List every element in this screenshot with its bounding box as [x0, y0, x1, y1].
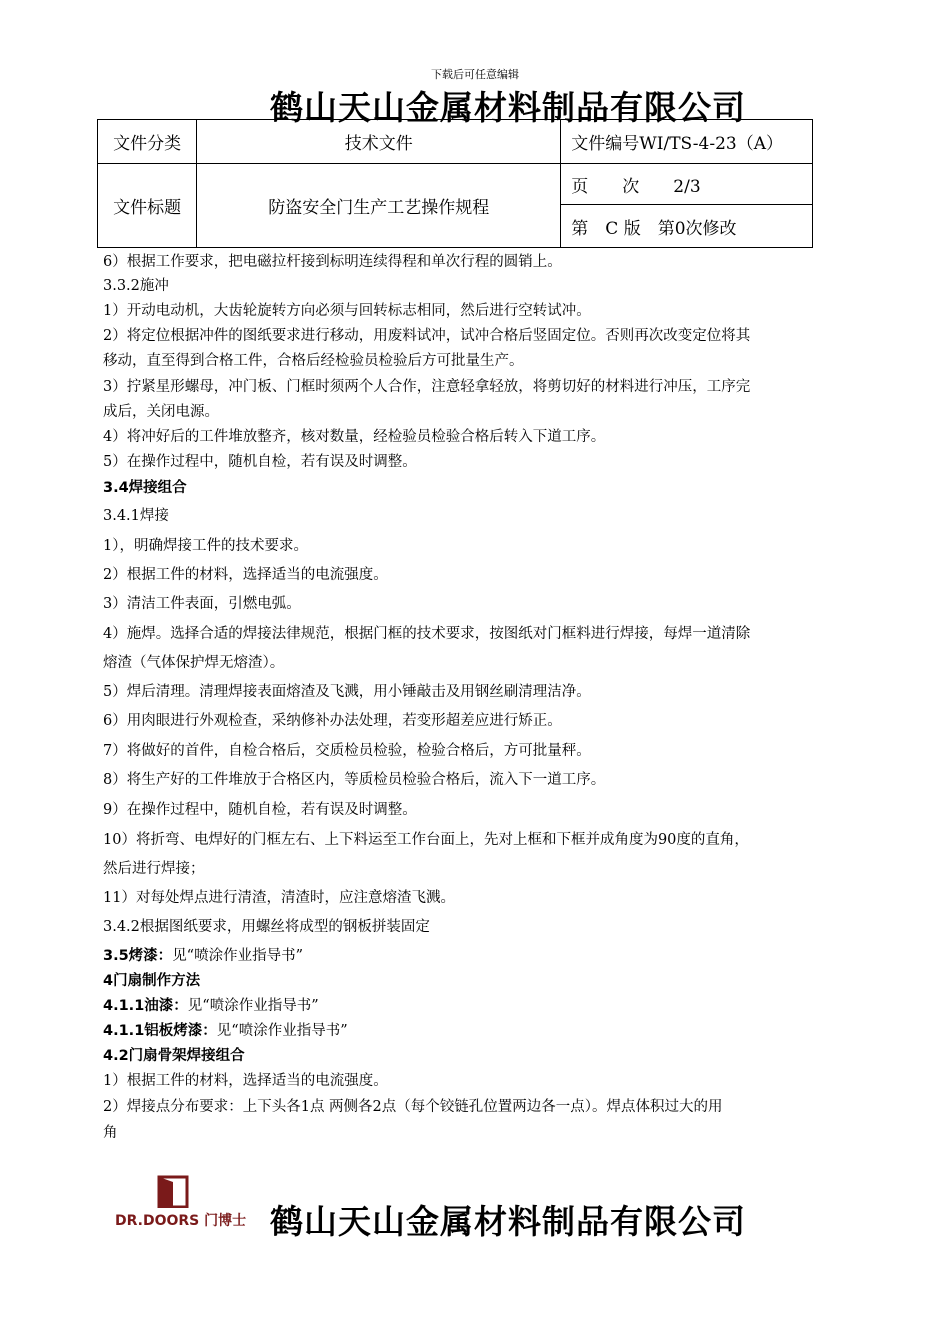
line-text: 熔渣（气体保护焊无熔渣）。	[103, 655, 285, 671]
body-line	[103, 944, 303, 965]
body-line	[103, 739, 591, 760]
line-text: 4.2门扇骨架焊接组合	[103, 1048, 245, 1064]
line-text: 6）用肉眼进行外观检查，采纳修补办法处理，若变形超差应进行矫正。	[103, 713, 562, 729]
body-line	[103, 349, 524, 370]
body-line	[103, 425, 605, 446]
version-info: 第 C 版 第0次修改	[561, 205, 813, 248]
line-text: 4门扇制作方法	[103, 973, 201, 989]
line-text: 见“喷涂作业指导书”	[216, 1023, 348, 1039]
body-line	[103, 1069, 388, 1090]
title-value: 防盗安全门生产工艺操作规程	[197, 164, 561, 248]
line-text: 然后进行焊接；	[103, 861, 205, 877]
door-icon	[155, 1174, 195, 1208]
line-text: 2）焊接点分布要求：上下头各1点 两侧各2点（每个铰链孔位置两边各一点）。焊点体积过大的用	[103, 1099, 723, 1115]
body-line	[103, 400, 219, 421]
body-line	[103, 563, 388, 584]
body-line	[103, 994, 319, 1015]
line-text: 10）将折弯、电焊好的门框左右、上下料运至工作台面上，先对上框和下框并成角度为90度的直角，	[103, 832, 749, 848]
line-text: 2）将定位根据冲件的图纸要求进行移动，用废料试冲，试冲合格后竖固定位。否则再次改变定位将其	[103, 328, 751, 344]
body-line	[103, 476, 187, 497]
line-text: 3.4.1焊接	[103, 508, 169, 524]
title-label: 文件标题	[98, 164, 197, 248]
body-line	[103, 1019, 348, 1040]
line-text: 9）在操作过程中，随机自检，若有误及时调整。	[103, 802, 417, 818]
body-line	[103, 857, 205, 878]
line-text: 1），明确焊接工件的技术要求。	[103, 538, 308, 554]
body-line	[103, 709, 562, 730]
body-line	[103, 828, 749, 849]
body-line	[103, 622, 750, 643]
line-text: 4）施焊。选择合适的焊接法律规范，根据门框的技术要求，按图纸对门框料进行焊接，每焊一道清除	[103, 626, 751, 642]
doc-number: 文件编号WI/TS-4-23（A）	[561, 120, 813, 164]
body-line	[103, 651, 284, 672]
body-line	[103, 1095, 723, 1116]
line-text: 3.4焊接组合	[103, 480, 187, 496]
body-line	[103, 250, 562, 271]
line-text: 3）清洁工件表面，引燃电弧。	[103, 596, 301, 612]
body-line	[103, 1044, 245, 1065]
body-line	[103, 324, 750, 345]
body-line	[103, 592, 301, 613]
line-text: 5）在操作过程中，随机自检，若有误及时调整。	[103, 454, 417, 470]
line-heading: 4.1.1铝板烤漆：	[103, 1023, 217, 1039]
line-text: 3.4.2根据图纸要求，用螺丝将成型的钢板拼装固定	[103, 919, 430, 935]
category-label: 文件分类	[98, 120, 197, 164]
logo-text: DR.DOORS 门博士	[115, 1213, 247, 1229]
body-line	[103, 798, 417, 819]
line-text: 6）根据工作要求，把电磁拉杆接到标明连续得程和单次行程的圆销上。	[103, 254, 562, 270]
body-line	[103, 299, 591, 320]
line-heading: 4.1.1油漆：	[103, 998, 188, 1014]
line-text: 3.3.2施冲	[103, 278, 169, 294]
line-heading: 3.5烤漆：	[103, 948, 173, 964]
line-text: 2）根据工件的材料，选择适当的电流强度。	[103, 567, 388, 583]
body-line	[103, 768, 605, 789]
line-text: 见“喷涂作业指导书”	[187, 998, 319, 1014]
body-line	[103, 450, 417, 471]
line-text: 成后，关闭电源。	[103, 404, 219, 420]
body-line	[103, 969, 200, 990]
line-text: 角	[103, 1125, 118, 1141]
body-line	[103, 915, 430, 936]
line-text: 1）开动电动机，大齿轮旋转方向必须与回转标志相同，然后进行空转试冲。	[103, 303, 591, 319]
body-line	[103, 375, 750, 396]
company-name-footer: 鹤山天山金属材料制品有限公司	[270, 1202, 746, 1241]
body-line	[103, 274, 169, 295]
body-line	[103, 886, 455, 907]
line-text: 4）将冲好后的工件堆放整齐，核对数量，经检验员检验合格后转入下道工序。	[103, 429, 606, 445]
category-value: 技术文件	[197, 120, 561, 164]
line-text: 见“喷涂作业指导书”	[172, 948, 304, 964]
page-number: 页 次 2/3	[561, 164, 813, 205]
body-line	[103, 1121, 118, 1142]
line-text: 1）根据工件的材料，选择适当的电流强度。	[103, 1073, 388, 1089]
line-text: 3）拧紧星形螺母，冲门板、门框时须两个人合作，注意轻拿轻放，将剪切好的材料进行冲压，工序完	[103, 379, 751, 395]
body-line	[103, 680, 591, 701]
company-name-header: 鹤山天山金属材料制品有限公司	[270, 88, 746, 127]
download-note: 下载后可任意编辑	[431, 68, 519, 81]
line-text: 5）焊后清理。清理焊接表面熔渣及飞溅，用小锤敲击及用钢丝刷清理洁净。	[103, 684, 591, 700]
line-text: 7）将做好的首件，自检合格后，交质检员检验，检验合格后，方可批量秤。	[103, 743, 591, 759]
company-logo	[115, 1174, 275, 1234]
doc-info-table	[97, 119, 813, 248]
line-text: 8）将生产好的工件堆放于合格区内，等质检员检验合格后，流入下一道工序。	[103, 772, 606, 788]
line-text: 11）对每处焊点进行清渣，清渣时，应注意熔渣飞溅。	[103, 890, 455, 906]
body-line	[103, 504, 169, 525]
body-line	[103, 534, 308, 555]
line-text: 移动，直至得到合格工件，合格后经检验员检验后方可批量生产。	[103, 353, 524, 369]
